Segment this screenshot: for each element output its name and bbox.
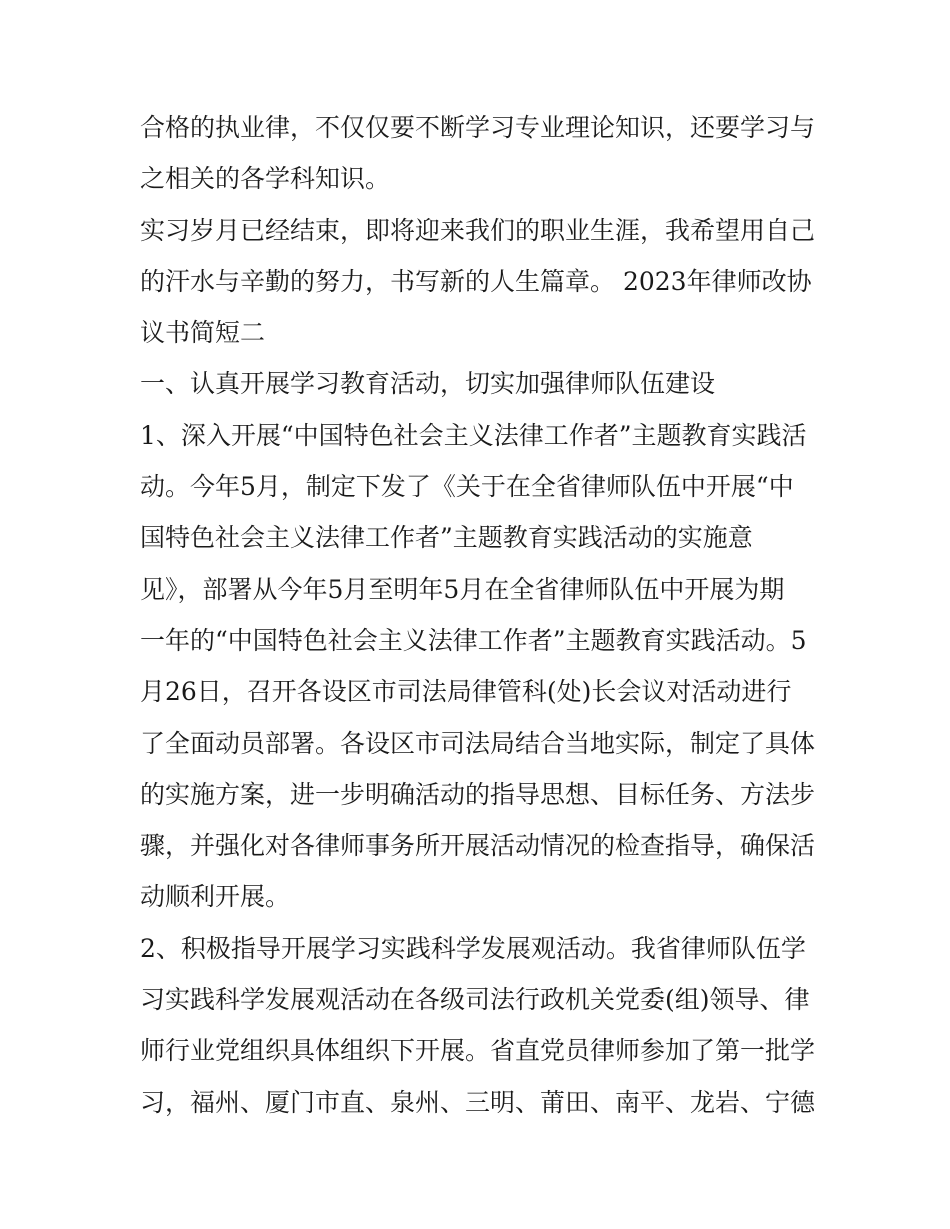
text-line: 的实施方案，进一步明确活动的指导思想、目标任务、方法步 (140, 779, 816, 809)
text-line: 动。今年5月，制定下发了《关于在全省律师队伍中开展“中 (140, 472, 794, 502)
text-line: 动顺利开展。 (140, 882, 291, 912)
text-line: 月26日，召开各设区市司法局律管科(处)长会议对活动进行 (140, 677, 792, 707)
text-line: 一年的“中国特色社会主义法律工作者”主题教育实践活动。5 (140, 625, 807, 655)
document-body (140, 102, 820, 1128)
text-line: 了全面动员部署。各设区市司法局结合当地实际，制定了具体 (140, 728, 816, 758)
text-line: 习实践科学发展观活动在各级司法行政机关党委(组)领导、律 (140, 985, 810, 1015)
text-line: 合格的执业律，不仅仅要不断学习专业理论知识，还要学习与 (140, 113, 816, 142)
text-line: 议书简短二 (140, 318, 266, 348)
text-line: 的汗水与辛勤的努力，书写新的人生篇章。 2023年律师改协 (140, 266, 812, 296)
text-line: 之相关的各学科知识。 (140, 164, 391, 194)
text-line: 骤，并强化对各律师事务所开展活动情况的检查指导，确保活 (140, 831, 816, 861)
text-line: 国特色社会主义法律工作者”主题教育实践活动的实施意 (140, 523, 753, 553)
text-line: 1、深入开展“中国特色社会主义法律工作者”主题教育实践活 (140, 420, 807, 450)
text-line: 习，福州、厦门市直、泉州、三明、莆田、南平、龙岩、宁德 (140, 1087, 816, 1117)
section-heading: 一、认真开展学习教育活动，切实加强律师队伍建设 (140, 369, 716, 399)
text-line: 2、积极指导开展学习实践科学发展观活动。我省律师队伍学 (140, 933, 806, 963)
text-line: 师行业党组织具体组织下开展。省直党员律师参加了第一批学 (140, 1036, 816, 1066)
text-line: 实习岁月已经结束，即将迎来我们的职业生涯，我希望用自己 (140, 215, 816, 245)
text-line: 见》，部署从今年5月至明年5月在全省律师队伍中开展为期 (140, 574, 785, 604)
